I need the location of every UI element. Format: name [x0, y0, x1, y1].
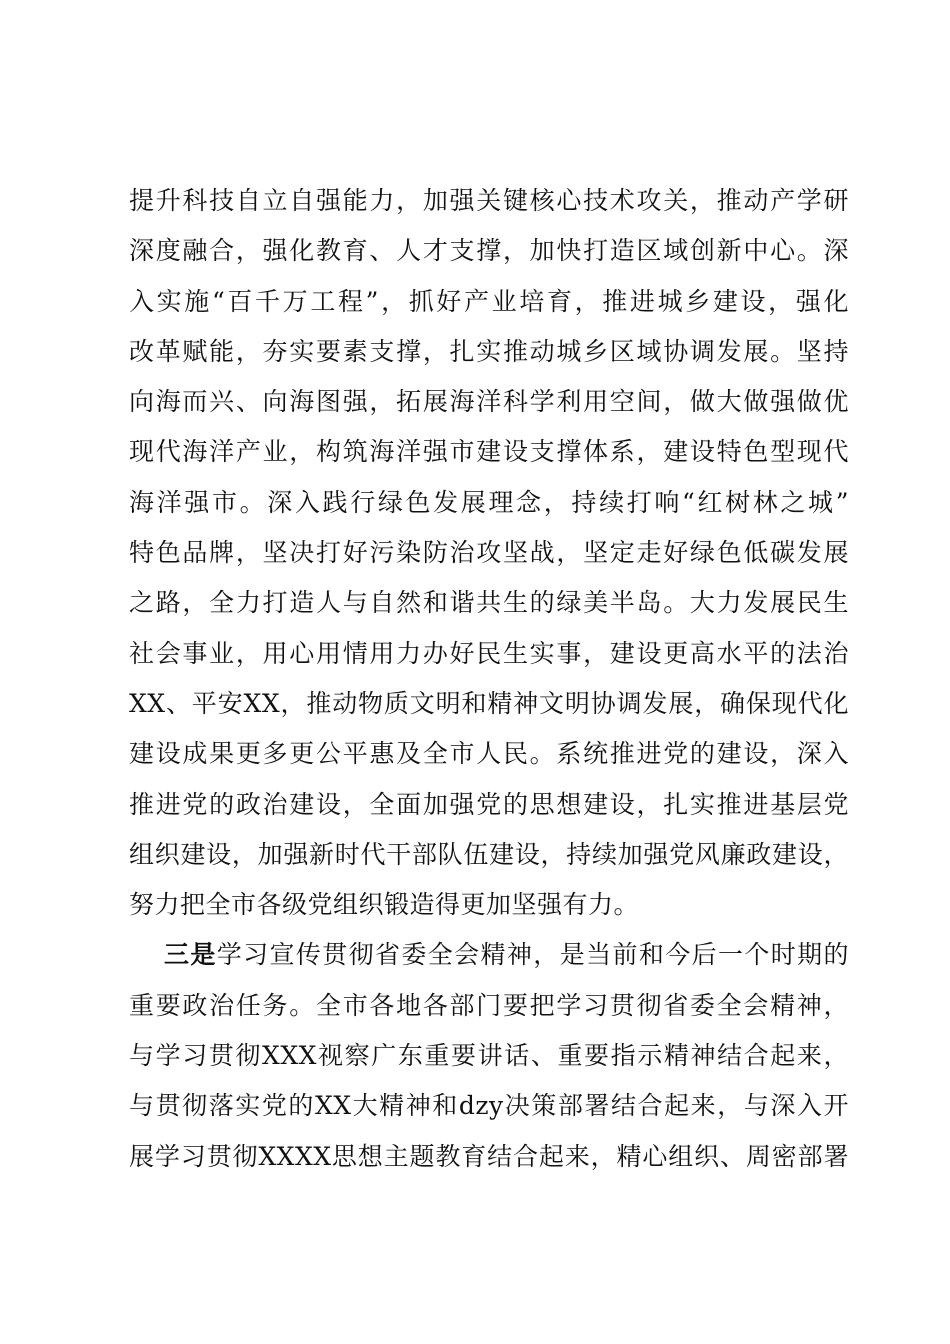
text-line-first	[129, 930, 849, 980]
text-line: 改革赋能，夯实要素支撑，扎实推动城乡区域协调发展。坚持	[129, 336, 849, 366]
text-line: 推进党的政治建设，全面加强党的思想建设，扎实推进基层党	[129, 789, 849, 819]
text-line: 提升科技自立自强能力，加强关键核心技术攻关，推动产学研	[129, 186, 849, 215]
paragraph-lead: 三是	[164, 940, 217, 970]
text-line: 社会事业，用心用情用力办好民生实事，建设更高水平的法治	[129, 638, 849, 668]
paragraph-1	[129, 176, 849, 930]
text-line: 重要政治任务。全市各地各部门要把学习贯彻省委全会精神，	[129, 990, 849, 1020]
body-text	[129, 176, 849, 1182]
text-line: 与学习贯彻XXX视察广东重要讲话、重要指示精神结合起来，	[129, 1041, 849, 1071]
paragraph-2	[129, 930, 849, 1181]
text-line: 深度融合，强化教育、人才支撑，加快打造区域创新中心。深	[129, 236, 849, 266]
text-line: 海洋强市。深入践行绿色发展理念，持续打响“红树林之城”	[129, 487, 849, 517]
text-line: 向海而兴、向海图强，拓展海洋科学利用空间，做大做强做优	[129, 387, 849, 417]
first-line-text: 学习宣传贯彻省委全会精神，是当前和今后一个时期的	[216, 940, 849, 970]
text-line: 努力把全市各级党组织锻造得更加坚强有力。	[129, 890, 640, 920]
text-line: 特色品牌，坚决打好污染防治攻坚战，坚定走好绿色低碳发展	[129, 538, 849, 568]
text-line: 入实施“百千万工程”，抓好产业培育，推进城乡建设，强化	[129, 286, 849, 316]
text-line: 组织建设，加强新时代干部队伍建设，持续加强党风廉政建设，	[129, 839, 849, 869]
text-line: 与贯彻落实党的XX大精神和dzy决策部署结合起来，与深入开	[129, 1091, 849, 1121]
text-line: 建设成果更多更公平惠及全市人民。系统推进党的建设，深入	[129, 739, 849, 769]
text-line: XX、平安XX，推动物质文明和精神文明协调发展，确保现代化	[129, 688, 849, 718]
text-line: 展学习贯彻XXXX思想主题教育结合起来，精心组织、周密部署	[129, 1141, 849, 1171]
text-line: 之路，全力打造人与自然和谐共生的绿美半岛。大力发展民生	[129, 588, 849, 618]
text-line: 现代海洋产业，构筑海洋强市建设支撑体系，建设特色型现代	[129, 437, 849, 467]
